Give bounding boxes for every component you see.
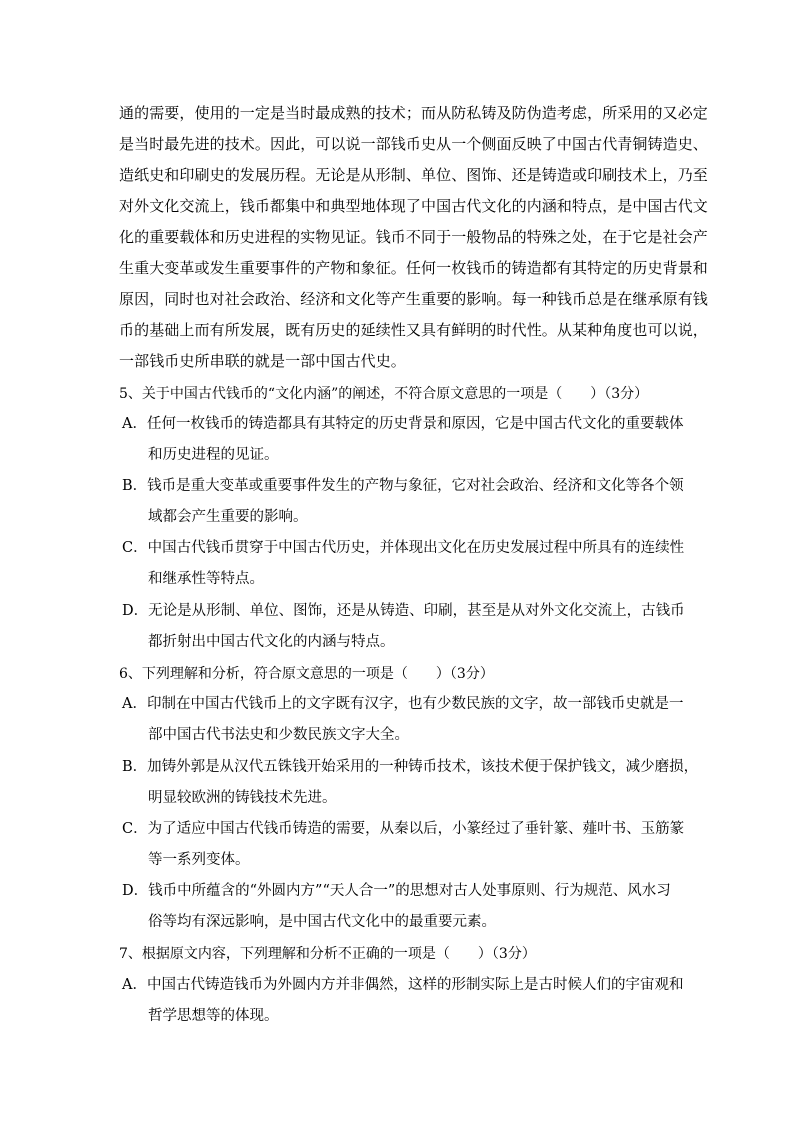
option-line: 等一系列变体。: [148, 852, 250, 868]
question-5-option-c: [122, 538, 685, 589]
option-line: 明显较欧洲的铸钱技术先进。: [148, 790, 337, 806]
passage-line: 是当时最先进的技术。因此，可以说一部钱币史从一个侧面反映了中国古代青铜铸造史、: [119, 135, 708, 153]
question-6-option-a: [122, 694, 682, 745]
option-line: 俗等均有深远影响，是中国古代文化中的最重要元素。: [148, 914, 496, 930]
passage-line: 原因，同时也对社会政治、经济和文化等产生重要的影响。每一种钱币总是在继承原有钱: [119, 290, 708, 308]
passage-paragraph: [119, 98, 708, 377]
question-6-option-c: [122, 819, 685, 870]
option-line: C．为了适应中国古代钱币铸造的需要，从秦以后，小篆经过了垂针篆、薤叶书、玉筋篆: [122, 821, 685, 837]
option-line: D．钱币中所蕴含的“外圆内方”“天人合一”的思想对古人处事原则、行为规范、风水习: [122, 883, 671, 899]
option-line: 域都会产生重要的影响。: [148, 509, 308, 525]
passage-line: 通的需要，使用的一定是当时最成熟的技术；而从防私铸及防伪造考虑，所采用的又必定: [119, 104, 708, 122]
question-7-option-a: [122, 975, 682, 1026]
passage-line: 一部钱币史所串联的就是一部中国古代史。: [119, 352, 406, 370]
passage-line: 造纸史和印刷史的发展历程。无论是从形制、单位、图饰、还是铸造或印刷技术上，乃至: [119, 166, 708, 184]
option-line: A．中国古代铸造钱币为外圆内方并非偶然，这样的形制实际上是古时候人们的宇宙观和: [122, 977, 684, 993]
question-5-option-d: [122, 601, 685, 652]
question-5-option-a: [122, 414, 682, 465]
option-line: 和继承性等特点。: [148, 571, 264, 587]
question-stem-7: 7、根据原文内容，下列理解和分析不正确的一项是（ ）（3分）: [119, 946, 536, 962]
option-line: D．无论是从形制、单位、图饰，还是从铸造、印刷，甚至是从对外文化交流上，古钱币: [122, 603, 685, 619]
option-line: B．钱币是重大变革或重要事件发生的产物与象征，它对社会政治、经济和文化等各个领: [122, 478, 684, 494]
option-line: B．加铸外郭是从汉代五铢钱开始采用的一种铸币技术，该技术便于保护钱文，减少磨损，: [122, 759, 699, 775]
passage-line: 化的重要载体和历史进程的实物见证。钱币不同于一般物品的特殊之处，在于它是社会产: [119, 228, 708, 246]
option-line: C．中国古代钱币贯穿于中国古代历史，并体现出文化在历史发展过程中所具有的连续性: [122, 540, 685, 556]
option-line: A．任何一枚钱币的铸造都具有其特定的历史背景和原因，它是中国古代文化的重要载体: [122, 416, 684, 432]
question-6-option-d: [122, 881, 682, 932]
question-5-option-b: [122, 476, 682, 527]
option-line: 部中国古代书法史和少数民族文字大全。: [148, 727, 409, 743]
option-line: A．印制在中国古代钱币上的文字既有汉字，也有少数民族的文字，故一部钱币史就是一: [122, 696, 684, 712]
option-line: 都折射出中国古代文化的内涵与特点。: [148, 634, 395, 650]
option-line: 哲学思想等的体现。: [148, 1008, 279, 1024]
passage-line: 对外文化交流上，钱币都集中和典型地体现了中国古代文化的内涵和特点，是中国古代文: [119, 197, 708, 215]
option-line: 和历史进程的见证。: [148, 447, 279, 463]
passage-line: 币的基础上而有所发展，既有历史的延续性又具有鲜明的时代性。从某种角度也可以说，: [119, 321, 708, 339]
passage-line: 生重大变革或发生重要事件的产物和象征。任何一枚钱币的铸造都有其特定的历史背景和: [119, 259, 708, 277]
question-6-option-b: [122, 757, 699, 808]
question-stem-6: 6、下列理解和分析，符合原文意思的一项是（ ）（3分）: [119, 666, 494, 682]
question-stem-5: 5、关于中国古代钱币的“文化内涵”的阐述，不符合原文意思的一项是（ ）（3分）: [119, 386, 649, 402]
